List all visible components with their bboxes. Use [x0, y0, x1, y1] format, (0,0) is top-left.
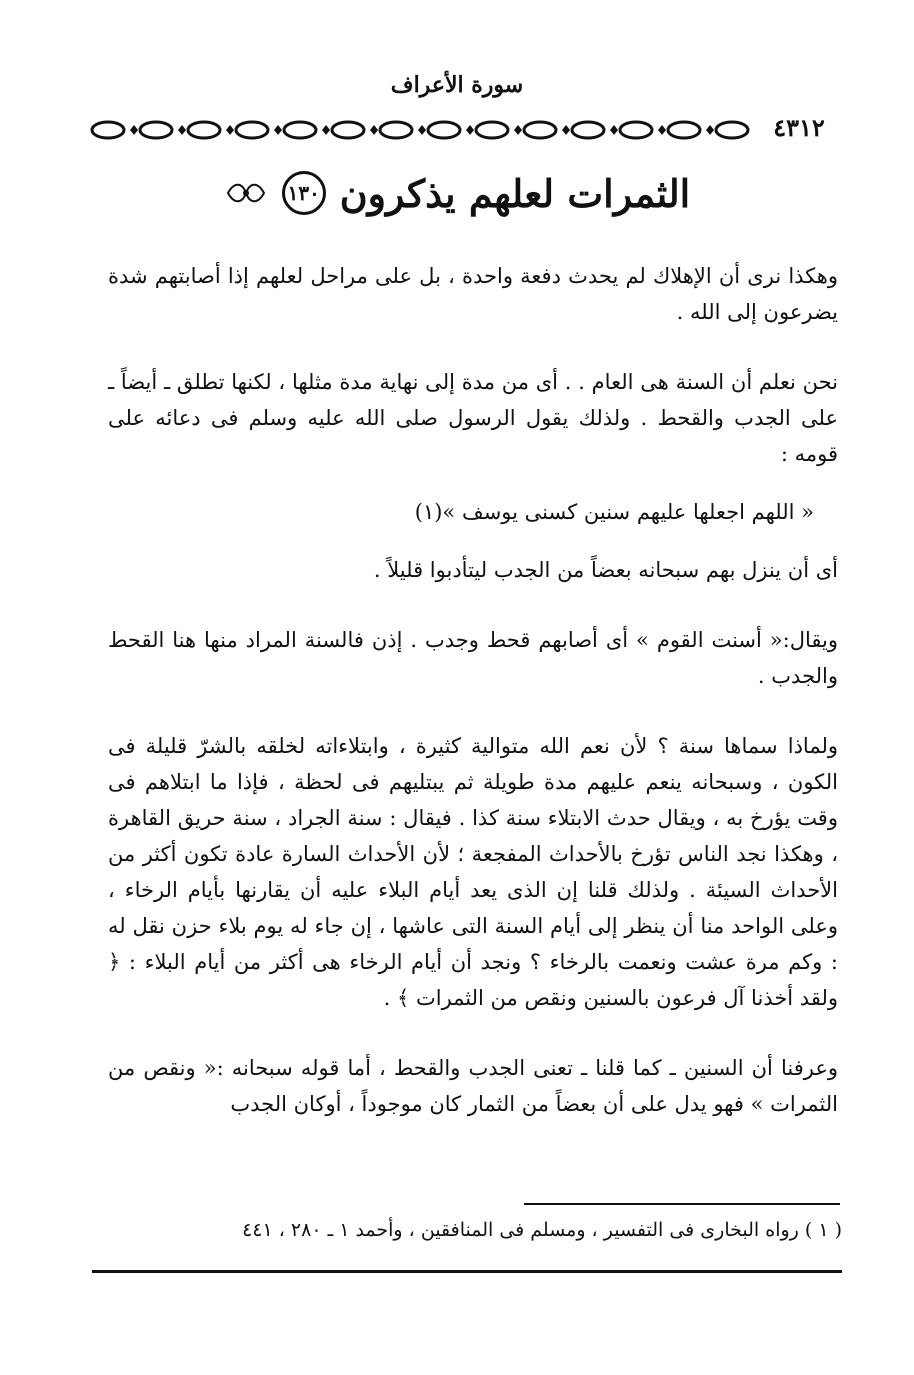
chain-diamond-10: [610, 125, 618, 135]
footnote-divider: [524, 1203, 840, 1205]
chain-diamond-5: [370, 125, 378, 135]
paragraph-2: نحن نعلم أن السنة هى العام . . أى من مدة إلى نهاية مدة مثلها ، لكنها تطلق ـ أيضاً ـ على الجدب والقحط . ولذلك يقول الرسول صلى الله عليه وسلم فى دعائه على قومه :: [108, 370, 838, 466]
chain-link-7: [428, 122, 460, 138]
chain-link-11: [620, 122, 652, 138]
bottom-rule: [92, 1270, 842, 1273]
chain-diamond-8: [514, 125, 522, 135]
verse-end-ornament-icon: [224, 178, 268, 208]
hadith-quote: « اللهم اجعلها عليهم سنين كسنى يوسف »(١): [414, 500, 814, 524]
chain-diamond-2: [226, 125, 234, 135]
chain-diamond-6: [418, 125, 426, 135]
chain-link-13: [716, 122, 748, 138]
chain-link-5: [332, 122, 364, 138]
paragraph-6: وعرفنا أن السنين ـ كما قلنا ـ تعنى الجدب والقحط ، أما قوله سبحانه :« ونقص من الثمرات » فهو يدل على أن بعضاً من الثمار كان موجوداً ، أوكان الجدب: [108, 1056, 838, 1116]
chain-link-9: [524, 122, 556, 138]
chain-link-12: [668, 122, 700, 138]
quran-verse-line: [0, 162, 914, 224]
chain-link-8: [476, 122, 508, 138]
paragraph-4: ويقال:« أسنت القوم » أى أصابهم قحط وجدب . إذن فالسنة المراد منها هنا القحط والجدب .: [108, 628, 838, 688]
chain-link-4: [284, 122, 316, 138]
chain-ornament-icon: [88, 118, 844, 142]
verse-text: الثمرات لعلهم يذكرون: [339, 170, 691, 216]
footnote: ( ١ ) رواه البخارى فى التفسير ، ومسلم فى المنافقين ، وأحمد ١ ـ ٢٨٠ ، ٤٤١: [242, 1219, 842, 1241]
chain-link-0: [92, 122, 124, 138]
chain-diamond-1: [178, 125, 186, 135]
paragraph-1: وهكذا نرى أن الإهلاك لم يحدث دفعة واحدة ، بل على مراحل لعلهم إذا أصابتهم شدة يضرعون إلى الله .: [108, 264, 838, 324]
chain-diamond-9: [562, 125, 570, 135]
chain-diamond-3: [274, 125, 282, 135]
chain-link-2: [188, 122, 220, 138]
surah-name: سورة الأعراف: [390, 72, 524, 98]
page-number: ٤٣١٢: [754, 110, 844, 146]
header-ornament-border: [88, 118, 844, 142]
chain-link-3: [236, 122, 268, 138]
chain-diamond-12: [706, 125, 714, 135]
chain-diamond-4: [322, 125, 330, 135]
paragraph-3: أى أن ينزل بهم سبحانه بعضاً من الجدب ليتأدبوا قليلاً .: [373, 558, 838, 582]
verse-number: ١٣٠: [282, 171, 326, 215]
chain-diamond-7: [466, 125, 474, 135]
chain-link-1: [140, 122, 172, 138]
chain-diamond-0: [130, 125, 138, 135]
paragraph-5: ولماذا سماها سنة ؟ لأن نعم الله متوالية كثيرة ، وابتلاءاته لخلقه بالشرّ قليلة فى الكون ، وسبحانه ينعم عليهم مدة طويلة ثم يبتليهم فى لحظة ، فإذا ما ابتلاهم فى وقت يؤرخ به ، ويقال حدث الابتلاء سنة كذا . فيقال : سنة الجراد ، سنة حريق القاهرة ، وهكذا نجد الناس تؤرخ بالأحداث المفجعة ؛ لأن الأحداث السارة عادة تكون أكثر من الأحداث السيئة . ولذلك قلنا إن الذى يعد أيام البلاء عليه أن يقارنها بأيام الرخاء ، وعلى الواحد منا أن ينظر إلى أيام السنة التى عاشها ، إن جاء له يوم بلاء حزن نقل له : وكم مرة عشت ونعمت بالرخاء ؟ ونجد أن أيام الرخاء هى أكثر من أيام البلاء : ﴿ ولقد أخذنا آل فرعون بالسنين ونقص من الثمرات ﴾ .: [108, 734, 838, 1010]
main-text: [108, 258, 838, 1156]
chain-diamond-11: [658, 125, 666, 135]
chain-link-10: [572, 122, 604, 138]
chain-link-6: [380, 122, 412, 138]
